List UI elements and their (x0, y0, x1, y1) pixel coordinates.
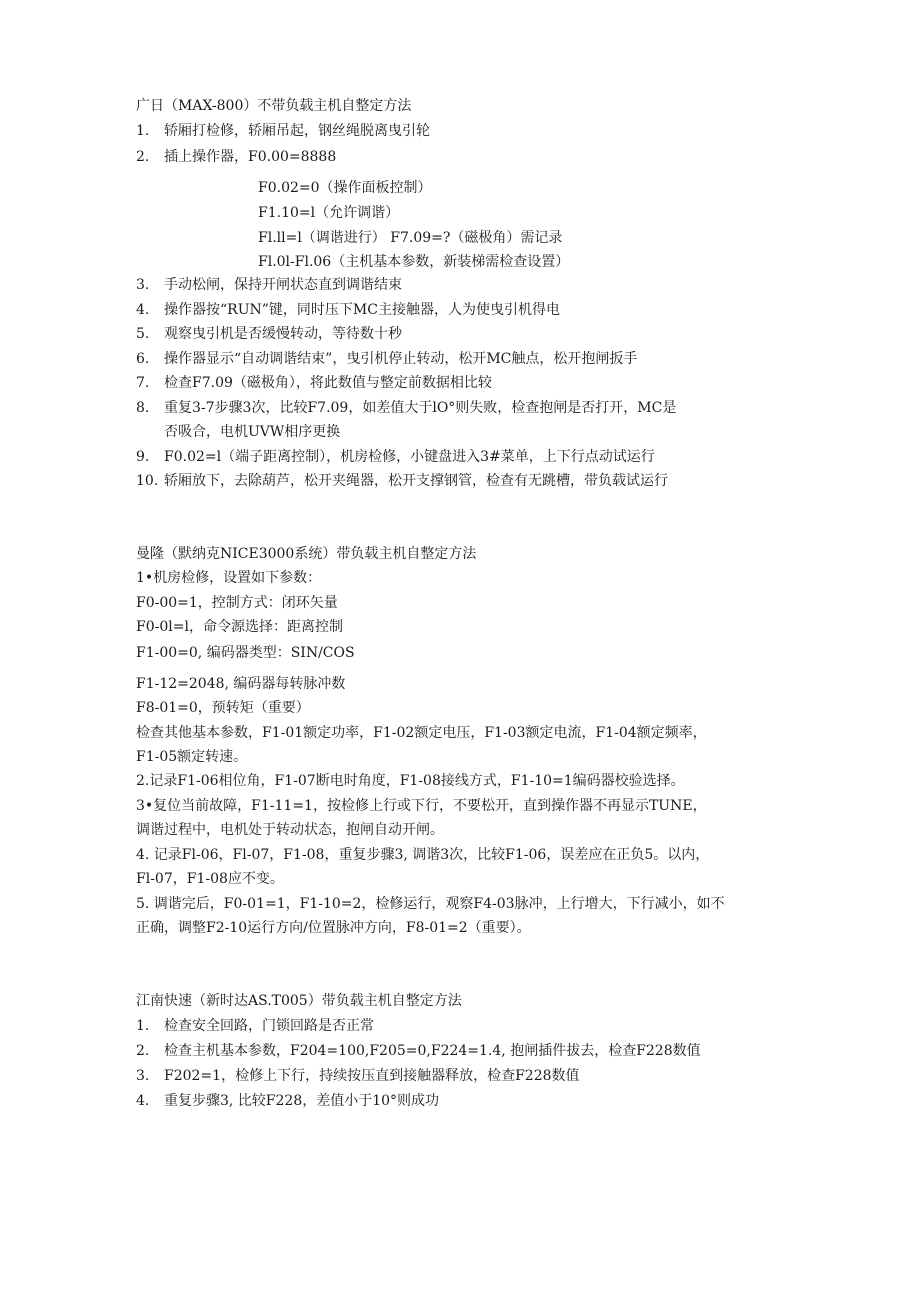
step-text: F0.02=l（端子距离控制），机房检修，小键盘进入3#菜单，上下行点动试运行 (164, 449, 655, 465)
section1-title: 广日（MAX-800）不带负载主机自整定方法 (136, 98, 412, 114)
step-text: 插上操作器，F0.00=8888 (164, 149, 337, 165)
step-number: 4. (136, 302, 150, 318)
step-number: 6. (136, 351, 150, 367)
step-text: 轿厢打检修，轿厢吊起，钢丝绳脱离曳引轮 (164, 123, 430, 139)
step-number: 7. (136, 375, 150, 391)
sub-param: Fl.ll=l（调谐进行） F7.09=?（磁极角）需记录 (258, 230, 563, 246)
body-line: 4. 记录Fl-06，Fl-07，F1-08，重复步骤3, 调谐3次，比较F1-06，误差应在正负5。以内， (136, 847, 710, 863)
step-text: 检查安全回路，门锁回路是否正常 (164, 1018, 374, 1034)
body-line: F8-01=0，预转矩（重要） (136, 700, 310, 716)
sub-param: F0.02=0（操作面板控制） (258, 180, 432, 196)
section2-title: 曼隆（默纳克NICE3000系统）带负载主机自整定方法 (136, 546, 477, 562)
step-number: 1. (136, 123, 150, 139)
body-line: F0-0l=l，命令源选择：距离控制 (136, 619, 343, 635)
body-line: F1-00=0, 编码器类型：SIN/COS (136, 645, 355, 661)
body-line: 调谐过程中，电机处于转动状态，抱闸自动开闸。 (136, 822, 444, 838)
step-number: 2. (136, 149, 150, 165)
step-text: F202=1，检修上下行，持续按压直到接触器释放，检查F228数值 (164, 1068, 580, 1084)
body-line: 检查其他基本参数，F1-01额定功率，F1-02额定电压，F1-03额定电流，F1-04额定频率， (136, 725, 707, 741)
body-line: 正确，调整F2-10运行方向/位置脉冲方向，F8-01=2（重要）。 (136, 920, 531, 936)
body-line: 2.记录F1-06相位角，F1-07断电时角度，F1-08接线方式，F1-10=1编码器校验选择。 (136, 773, 685, 789)
step-number: 4. (136, 1093, 150, 1109)
step-text: 手动松闸，保持开闸状态直到调谐结束 (164, 277, 402, 293)
step-number: 3. (136, 1068, 150, 1084)
step-text: 重复步骤3, 比较F228，差值小于10°则成功 (164, 1093, 440, 1109)
section3-title: 江南快速（新时达AS.T005）带负载主机自整定方法 (136, 993, 462, 1009)
step-text: 操作器按“RUN”键，同时压下MC主接触器，人为使曳引机得电 (164, 302, 560, 318)
step-text: 轿厢放下，去除葫芦，松开夹绳器，松开支撑钢管，检查有无跳槽，带负载试运行 (164, 473, 668, 489)
step-number: 2. (136, 1043, 150, 1059)
step-number: 1. (136, 1018, 150, 1034)
step-text: 检查F7.09（磁极角），将此数值与整定前数据相比较 (164, 375, 492, 391)
body-line: F1-12=2048, 编码器每转脉冲数 (136, 676, 346, 692)
body-line: F0-00=1，控制方式：闭环矢量 (136, 595, 338, 611)
step-text: 重复3-7步骤3次，比较F7.09，如差值大于lO°则失败，检查抱闸是否打开，MC是 (164, 400, 677, 416)
body-line: 3•复位当前故障，F1-11=1，按检修上行或下行，不要松开，直到操作器不再显示TUNE， (136, 798, 707, 814)
body-line: Fl-07，F1-08应不变。 (136, 871, 284, 887)
step-text-continued: 否吸合，电机UVW相序更换 (164, 424, 341, 440)
sub-param: Fl.0l-Fl.06（主机基本参数，新装梯需检查设置） (258, 254, 570, 270)
body-line: F1-05额定转速。 (136, 749, 248, 765)
step-number: 8. (136, 400, 150, 416)
step-text: 观察曳引机是否缓慢转动，等待数十秒 (164, 326, 402, 342)
step-number: 5. (136, 326, 150, 342)
body-line: 5. 调谐完后，F0-01=1，F1-10=2，检修运行，观察F4-03脉冲，上行增大，下行减小，如不 (136, 896, 725, 912)
step-number: 9. (136, 449, 150, 465)
step-text: 检查主机基本参数，F204=100,F205=0,F224=1.4, 抱闸插件拔去，检查F228数值 (164, 1043, 701, 1059)
step-number: 3. (136, 277, 150, 293)
step-number: 10. (136, 473, 159, 489)
body-line: 1•机房检修，设置如下参数： (136, 570, 322, 586)
step-text: 操作器显示“自动调谐结束”，曳引机停止转动，松开MC触点，松开抱闸扳手 (164, 351, 638, 367)
sub-param: F1.10=l（允许调谐） (258, 205, 400, 221)
